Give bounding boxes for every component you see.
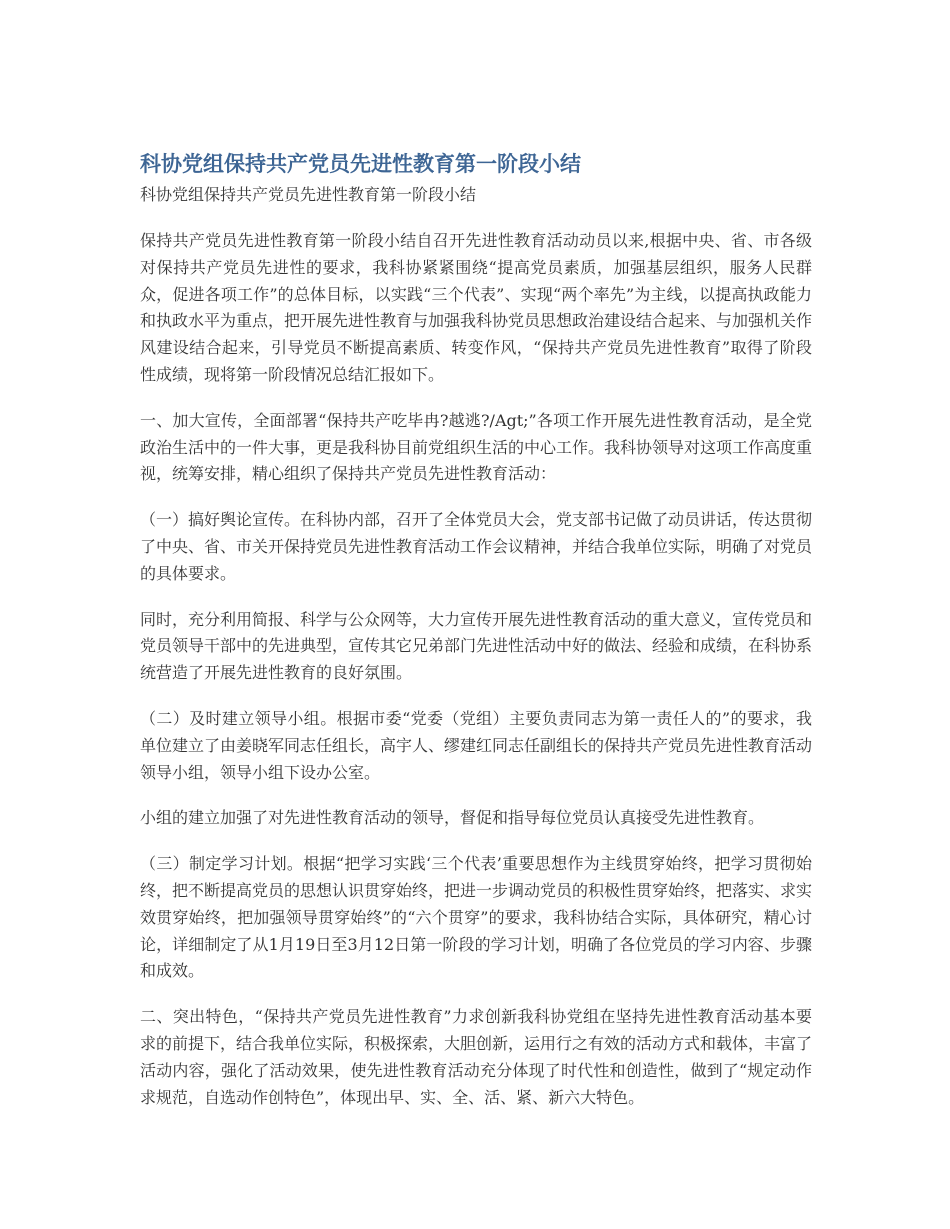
document-title: 科协党组保持共产党员先进性教育第一阶段小结	[140, 152, 581, 176]
paragraph-section-two: 二、突出特色，“保持共产党员先进性教育”力求创新我科协党组在坚持先进性教育活动基本要求的前提下，结合我单位实际，积极探索，大胆创新，运用行之有效的活动方式和载体，丰富了活动内容，强化了活动效果，使先进性教育活动充分体现了时代性和创造性，做到了“规定动作求规范，自选动作创特色”，体现出早、实、全、活、紧、新六大特色。	[140, 1007, 813, 1107]
paragraph-intro: 保持共产党员先进性教育第一阶段小结自召开先进性教育活动动员以来,根据中央、省、市各级对保持共产党员先进性的要求，我科协紧紧围绕“提高党员素质，加强基层组织，服务人民群众，促进各项工作”的总体目标，以实践“三个代表”、实现“两个率先”为主线，以提高执政能力和执政水平为重点，把开展先进性教育与加强我科协党员思想政治建设结合起来、与加强机关作风建设结合起来，引导党员不断提高素质、转变作风，“保持共产党员先进性教育”取得了阶段性成绩，现将第一阶段情况总结汇报如下。	[140, 231, 813, 384]
paragraph-publicity-cont: 同时，充分利用简报、科学与公众网等，大力宣传开展先进性教育活动的重大意义，宣传党员和党员领导干部中的先进典型，宣传其它兄弟部门先进性活动中好的做法、经验和成绩，在科协系统营造了开展先进性教育的良好氛围。	[140, 609, 813, 683]
paragraph-leadership-group: （二）及时建立领导小组。根据市委“党委（党组）主要负责同志为第一责任人的”的要求，我单位建立了由姜晓军同志任组长，高宇人、缪建红同志任副组长的保持共产党员先进性教育活动领导小组，领导小组下设办公室。	[140, 708, 813, 782]
paragraph-study-plan: （三）制定学习计划。根据“把学习实践‘三个代表’重要思想作为主线贯穿始终，把学习贯彻始终，把不断提高党员的思想认识贯穿始终，把进一步调动党员的积极性贯穿始终，把落实、求实效贯穿始终，把加强领导贯穿始终”的“六个贯穿”的要求，我科协结合实际，具体研究，精心讨论，详细制定了从1月19日至3月12日第一阶段的学习计划，明确了各位党员的学习内容、步骤和成效。	[140, 854, 813, 981]
paragraph-leadership-cont: 小组的建立加强了对先进性教育活动的领导，督促和指导每位党员认真接受先进性教育。	[140, 808, 765, 828]
document-subtitle: 科协党组保持共产党员先进性教育第一阶段小结	[140, 185, 477, 204]
paragraph-section-one: 一、加大宣传，全面部署“保持共产吃毕冉?越逃?/Agt;”各项工作开展先进性教育活动，是全党政治生活中的一件大事，更是我科协目前党组织生活的中心工作。我科协领导对这项工作高度重视，统筹安排，精心组织了保持共产党员先进性教育活动：	[140, 410, 813, 484]
document-page	[140, 148, 812, 1111]
paragraph-publicity: （一）搞好舆论宣传。在科协内部，召开了全体党员大会，党支部书记做了动员讲话，传达贯彻了中央、省、市关开保持党员先进性教育活动工作会议精神，并结合我单位实际，明确了对党员的具体要求。	[140, 510, 813, 583]
